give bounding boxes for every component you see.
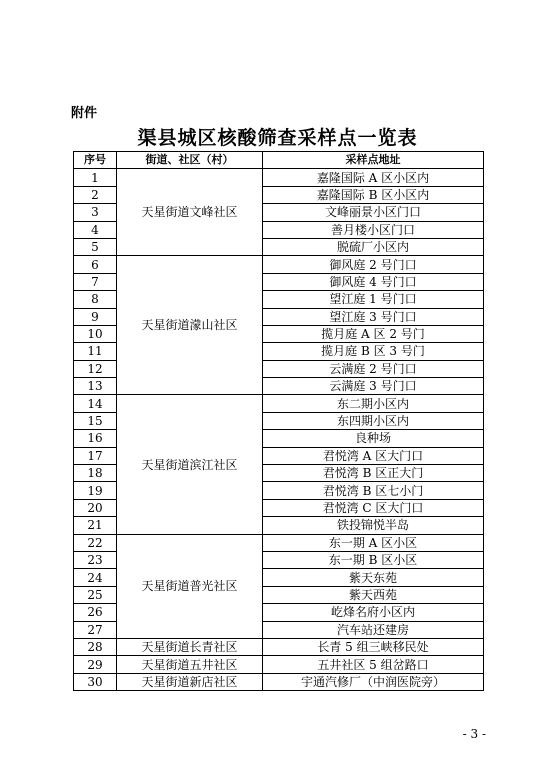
cell-number: 13: [74, 378, 117, 395]
cell-address: 脱硫厂小区内: [263, 238, 484, 255]
cell-address: 君悦湾 B 区正大门: [263, 465, 484, 482]
table-header-row: [74, 152, 484, 169]
cell-address: 东一期 A 区小区: [263, 534, 484, 551]
cell-address: 御风庭 4 号门口: [263, 273, 484, 290]
page-number: - 3 -: [462, 727, 486, 741]
cell-number: 7: [74, 273, 117, 290]
cell-number: 28: [74, 638, 117, 655]
cell-address: 汽车站还建房: [263, 621, 484, 638]
header-no: 序号: [74, 152, 117, 169]
cell-number: 22: [74, 534, 117, 551]
cell-address: 君悦湾 A 区大门口: [263, 447, 484, 464]
cell-number: 9: [74, 308, 117, 325]
cell-address: 望江庭 3 号门口: [263, 308, 484, 325]
cell-community: 天星街道文峰社区: [117, 169, 263, 256]
cell-address: 宇通汽修厂（中润医院旁）: [263, 673, 484, 690]
cell-address: 君悦湾 C 区大门口: [263, 499, 484, 516]
cell-number: 19: [74, 482, 117, 499]
table-row: [74, 673, 484, 690]
cell-community: 天星街道长青社区: [117, 638, 263, 655]
table-row: [74, 395, 484, 412]
cell-number: 30: [74, 673, 117, 690]
cell-address: 东二期小区内: [263, 395, 484, 412]
cell-address: 文峰丽景小区门口: [263, 204, 484, 221]
cell-address: 长青 5 组三峡移民处: [263, 638, 484, 655]
cell-address: 云满庭 3 号门口: [263, 378, 484, 395]
cell-number: 3: [74, 204, 117, 221]
cell-number: 10: [74, 325, 117, 342]
table-row: [74, 656, 484, 673]
cell-number: 20: [74, 499, 117, 516]
table-body: [74, 169, 484, 691]
cell-community: 天星街道新店社区: [117, 673, 263, 690]
attachment-label: 附件: [71, 106, 98, 121]
cell-number: 1: [74, 169, 117, 186]
cell-number: 25: [74, 586, 117, 603]
sampling-sites-table: [73, 151, 484, 691]
cell-number: 12: [74, 360, 117, 377]
cell-address: 东一期 B 区小区: [263, 551, 484, 568]
header-community: 街道、社区（村）: [117, 152, 263, 169]
cell-number: 16: [74, 430, 117, 447]
cell-address: 东四期小区内: [263, 412, 484, 429]
cell-number: 11: [74, 343, 117, 360]
cell-number: 23: [74, 551, 117, 568]
cell-address: 紫天西苑: [263, 586, 484, 603]
cell-number: 18: [74, 465, 117, 482]
cell-number: 6: [74, 256, 117, 273]
cell-number: 29: [74, 656, 117, 673]
cell-address: 御风庭 2 号门口: [263, 256, 484, 273]
cell-address: 屹烽名府小区内: [263, 604, 484, 621]
cell-number: 8: [74, 291, 117, 308]
table-row: [74, 534, 484, 551]
cell-number: 5: [74, 238, 117, 255]
cell-address: 揽月庭 B 区 3 号门: [263, 343, 484, 360]
table-row: [74, 169, 484, 186]
cell-address: 云满庭 2 号门口: [263, 360, 484, 377]
cell-number: 17: [74, 447, 117, 464]
header-address: 采样点地址: [263, 152, 484, 169]
cell-number: 21: [74, 517, 117, 534]
cell-address: 君悦湾 B 区七小门: [263, 482, 484, 499]
cell-community: 天星街道五井社区: [117, 656, 263, 673]
cell-number: 26: [74, 604, 117, 621]
cell-address: 紫天东苑: [263, 569, 484, 586]
cell-number: 4: [74, 221, 117, 238]
cell-address: 嘉隆国际 B 区小区内: [263, 186, 484, 203]
document-title: 渠县城区核酸筛查采样点一览表: [137, 127, 418, 149]
cell-number: 15: [74, 412, 117, 429]
cell-address: 嘉隆国际 A 区小区内: [263, 169, 484, 186]
cell-number: 24: [74, 569, 117, 586]
table-row: [74, 256, 484, 273]
cell-number: 14: [74, 395, 117, 412]
cell-address: 揽月庭 A 区 2 号门: [263, 325, 484, 342]
cell-number: 27: [74, 621, 117, 638]
cell-address: 善月楼小区门口: [263, 221, 484, 238]
cell-community: 天星街道濛山社区: [117, 256, 263, 395]
cell-address: 良种场: [263, 430, 484, 447]
cell-community: 天星街道滨江社区: [117, 395, 263, 534]
cell-address: 五井社区 5 组岔路口: [263, 656, 484, 673]
cell-number: 2: [74, 186, 117, 203]
cell-address: 望江庭 1 号门口: [263, 291, 484, 308]
cell-address: 铁投锦悦半岛: [263, 517, 484, 534]
table-row: [74, 638, 484, 655]
cell-community: 天星街道普光社区: [117, 534, 263, 638]
